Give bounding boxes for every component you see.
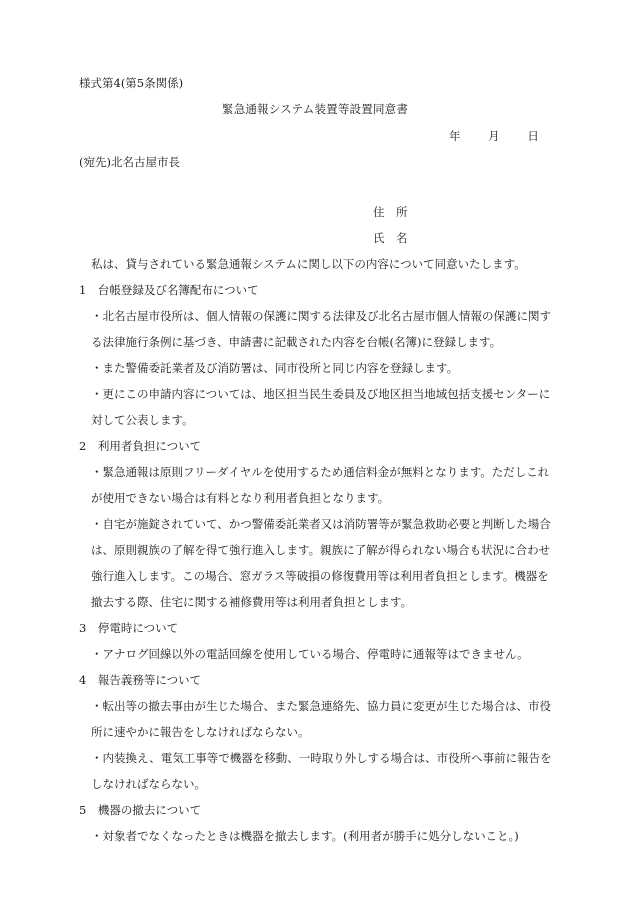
section-line: は、原則親族の了解を得て強行進入します。親族に了解が得られない場合も状況に合わせ bbox=[91, 543, 551, 557]
name-label: 氏 名 bbox=[373, 231, 408, 245]
section-line: 撤去する際、住宅に関する補修費用等は利用者負担とします。 bbox=[91, 595, 413, 609]
section-line: ・転出等の撤去事由が生じた場合、また緊急連絡先、協力員に変更が生じた場合は、市役 bbox=[91, 699, 551, 713]
section-line: しなければならない。 bbox=[91, 777, 206, 791]
section-line: ・更にこの申請内容については、地区担当民生委員及び地区担当地域包括支援センターに bbox=[91, 387, 551, 401]
section-line: ・また警備委託業者及び消防署は、同市役所と同じ内容を登録します。 bbox=[91, 361, 459, 375]
form-number: 様式第4(第5条関係) bbox=[79, 76, 184, 90]
date-day: 日 bbox=[527, 129, 539, 143]
section-line: 所に速やかに報告をしなければならない。 bbox=[91, 725, 310, 739]
section-heading: 1 台帳登録及び名簿配布について bbox=[79, 283, 259, 297]
addressee: (宛先)北名古屋市長 bbox=[79, 155, 180, 169]
date-line bbox=[449, 128, 539, 144]
document-title: 緊急通報システム装置等設置同意書 bbox=[222, 102, 409, 116]
section-line: る法律施行条例に基づき、申請書に記載された内容を台帳(名簿)に登録します。 bbox=[91, 335, 502, 349]
section-heading: 3 停電時について bbox=[79, 621, 179, 635]
section-heading: 5 機器の撤去について bbox=[79, 803, 202, 817]
section-line: ・緊急通報は原則フリーダイヤルを使用するため通信料金が無料となります。ただしこれ bbox=[91, 465, 550, 479]
section-heading: 4 報告義務等について bbox=[79, 673, 202, 687]
section-line: 対して公表します。 bbox=[91, 413, 194, 427]
section-heading: 2 利用者負担について bbox=[79, 439, 202, 453]
address-label: 住 所 bbox=[373, 205, 408, 219]
section-line: ・アナログ回線以外の電話回線を使用している場合、停電時に通報等はできません。 bbox=[91, 647, 529, 661]
section-line: ・北名古屋市役所は、個人情報の保護に関する法律及び北名古屋市個人情報の保護に関す bbox=[91, 309, 551, 323]
section-line: ・内装換え、電気工事等で機器を移動、一時取り外しする場合は、市役所へ事前に報告を bbox=[91, 751, 552, 765]
section-line: ・自宅が施錠されていて、かつ警備委託業者又は消防署等が緊急救助必要と判断した場合 bbox=[91, 517, 551, 531]
date-year: 年 bbox=[449, 129, 461, 143]
section-line: ・対象者でなくなったときは機器を撤去します。(利用者が勝手に処分しないこと。) bbox=[91, 829, 519, 843]
section-line: 強行進入します。この場合、窓ガラス等破損の修復費用等は利用者負担とします。機器を bbox=[91, 569, 549, 583]
section-line: が使用できない場合は有料となり利用者負担となります。 bbox=[91, 491, 390, 505]
date-month: 月 bbox=[488, 129, 500, 143]
intro-text: 私は、貸与されている緊急通報システムに関し以下の内容について同意いたします。 bbox=[91, 257, 526, 271]
